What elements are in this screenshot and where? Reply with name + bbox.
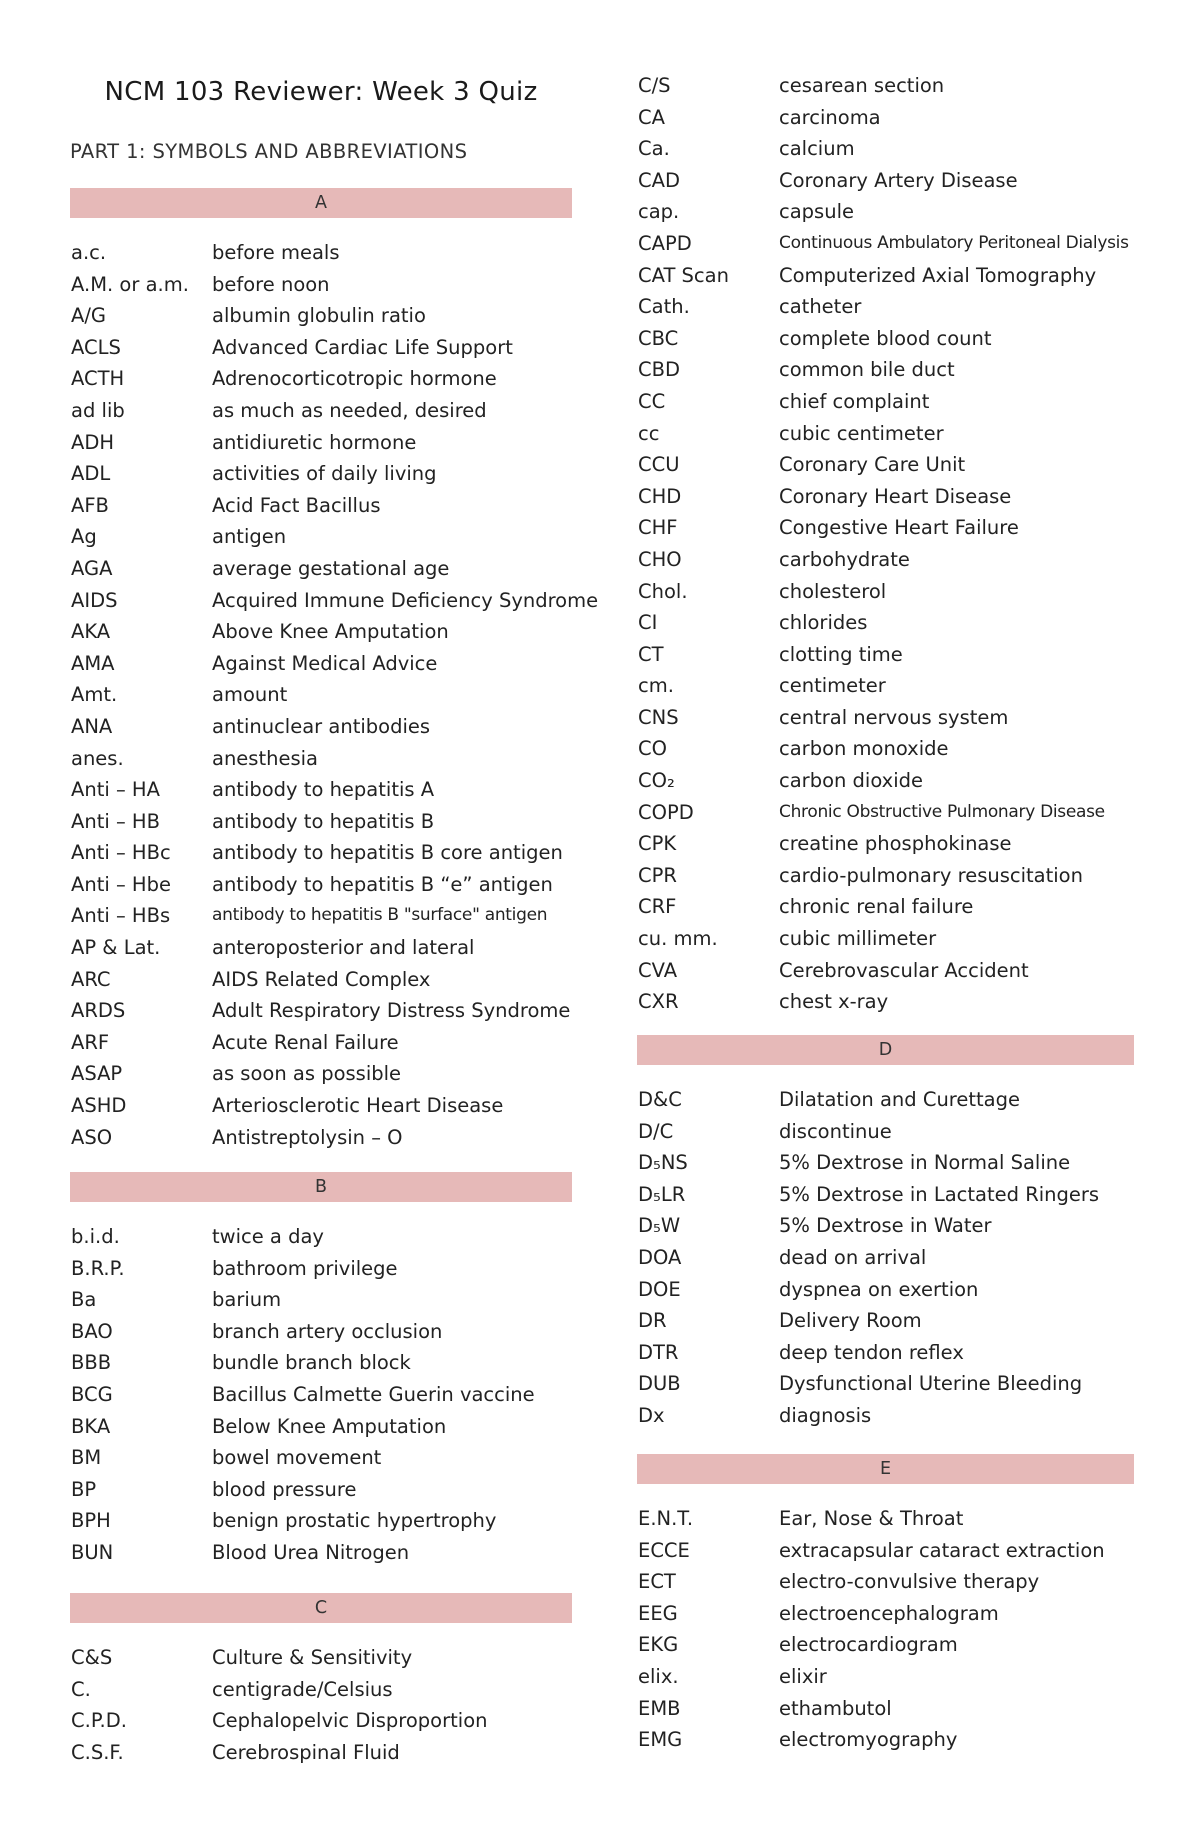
- abbreviation-term: ADH: [71, 430, 115, 454]
- abbreviation-meaning: 5% Dextrose in Lactated Ringers: [779, 1182, 1100, 1206]
- abbreviation-term: CC: [638, 389, 666, 413]
- abbreviation-row: [637, 481, 1134, 513]
- abbreviation-row: [70, 806, 572, 838]
- abbreviation-term: ASAP: [71, 1062, 123, 1086]
- abbreviation-term: CPK: [638, 832, 677, 856]
- abbreviation-term: cm.: [638, 674, 674, 698]
- abbreviation-row: [637, 639, 1134, 671]
- abbreviation-meaning: Cerebrovascular Accident: [779, 958, 1029, 982]
- abbreviation-term: CHF: [638, 516, 678, 540]
- abbreviation-meaning: capsule: [779, 200, 854, 224]
- abbreviation-meaning: Chronic Obstructive Pulmonary Disease: [779, 801, 1105, 822]
- abbreviation-term: DR: [638, 1309, 667, 1333]
- abbreviation-row: [637, 702, 1134, 734]
- abbreviation-term: CHD: [638, 484, 682, 508]
- abbreviation-meaning: electroencephalogram: [779, 1601, 999, 1625]
- abbreviation-row: [637, 1116, 1134, 1148]
- abbreviation-row: [637, 1147, 1134, 1179]
- abbreviation-row: [637, 828, 1134, 860]
- abbreviation-row: [70, 1674, 572, 1706]
- abbreviation-term: CPR: [638, 863, 677, 887]
- abbreviation-meaning: central nervous system: [779, 705, 1009, 729]
- abbreviation-meaning: chief complaint: [779, 389, 930, 413]
- abbreviation-row: [637, 1535, 1134, 1567]
- abbreviation-row: [637, 1242, 1134, 1274]
- abbreviation-row: [637, 1274, 1134, 1306]
- abbreviation-row: [637, 733, 1134, 765]
- abbreviation-meaning: creatine phosphokinase: [779, 832, 1012, 856]
- abbreviation-term: anes.: [71, 746, 124, 770]
- abbreviation-meaning: Above Knee Amputation: [212, 620, 449, 644]
- abbreviation-term: A/G: [71, 304, 107, 328]
- abbreviation-row: [70, 774, 572, 806]
- abbreviation-row: [70, 1058, 572, 1090]
- abbreviation-row: [70, 521, 572, 553]
- abbreviation-term: ARF: [71, 1030, 110, 1054]
- abbreviation-term: ACLS: [71, 335, 121, 359]
- abbreviation-term: B.R.P.: [71, 1256, 125, 1280]
- abbreviation-meaning: Ear, Nose & Throat: [779, 1507, 964, 1530]
- entries-a: [70, 237, 599, 1153]
- abbreviation-row: [637, 70, 1134, 102]
- abbreviation-meaning: centigrade/Celsius: [212, 1677, 393, 1701]
- abbreviation-term: CO: [638, 737, 667, 761]
- section-c: [70, 1593, 572, 1768]
- abbreviation-row: [637, 765, 1134, 797]
- abbreviation-row: [70, 1027, 572, 1059]
- abbreviation-term: C.S.F.: [71, 1740, 124, 1764]
- abbreviation-row: [637, 354, 1134, 386]
- abbreviation-row: [637, 1598, 1134, 1630]
- abbreviation-term: ARDS: [71, 999, 126, 1023]
- abbreviation-term: AKA: [71, 620, 111, 644]
- abbreviation-term: ad lib: [71, 398, 125, 422]
- abbreviation-row: [70, 648, 572, 680]
- abbreviation-row: [70, 300, 572, 332]
- abbreviation-meaning: anteroposterior and lateral: [212, 936, 475, 960]
- section-header-b: B: [70, 1172, 572, 1202]
- abbreviation-meaning: chronic renal failure: [779, 895, 974, 919]
- abbreviation-meaning: antinuclear antibodies: [212, 714, 431, 738]
- abbreviation-row: [637, 607, 1134, 639]
- abbreviation-term: CNS: [638, 705, 679, 729]
- abbreviation-meaning: chlorides: [779, 611, 868, 635]
- abbreviation-term: cc: [638, 421, 660, 445]
- abbreviation-meaning: Against Medical Advice: [212, 651, 438, 675]
- abbreviation-row: [70, 1411, 572, 1443]
- abbreviation-meaning: as soon as possible: [212, 1062, 402, 1086]
- abbreviation-row: [637, 1368, 1134, 1400]
- section-a: [70, 188, 599, 1153]
- abbreviation-term: BKA: [71, 1414, 111, 1438]
- abbreviation-meaning: Dysfunctional Uterine Bleeding: [779, 1372, 1083, 1396]
- abbreviation-meaning: Culture & Sensitivity: [212, 1646, 413, 1669]
- abbreviation-row: [637, 196, 1134, 228]
- abbreviation-meaning: albumin globulin ratio: [212, 304, 426, 328]
- abbreviation-term: C/S: [638, 74, 671, 97]
- abbreviation-row: [70, 711, 572, 743]
- entries-d: [637, 1084, 1134, 1432]
- abbreviation-meaning: Adult Respiratory Distress Syndrome: [212, 999, 571, 1023]
- abbreviation-meaning: Coronary Care Unit: [779, 453, 966, 477]
- abbreviation-row: [70, 363, 572, 395]
- abbreviation-meaning: electrocardiogram: [779, 1633, 958, 1657]
- section-e: [637, 1454, 1134, 1756]
- abbreviation-row: [637, 860, 1134, 892]
- abbreviation-term: CI: [638, 611, 658, 635]
- abbreviation-meaning: cholesterol: [779, 579, 887, 603]
- abbreviation-meaning: before meals: [212, 241, 340, 264]
- abbreviation-term: ECT: [638, 1570, 676, 1594]
- abbreviation-meaning: electromyography: [779, 1728, 958, 1752]
- abbreviation-term: ASHD: [71, 1094, 127, 1118]
- abbreviation-meaning: cesarean section: [779, 74, 945, 97]
- abbreviation-meaning: chest x-ray: [779, 990, 889, 1014]
- abbreviation-term: C.: [71, 1677, 91, 1701]
- abbreviation-term: CA: [638, 105, 665, 129]
- abbreviation-meaning: elixir: [779, 1664, 827, 1688]
- abbreviation-row: [637, 1305, 1134, 1337]
- abbreviation-row: [70, 1090, 572, 1122]
- abbreviation-row: [70, 1737, 572, 1769]
- abbreviation-term: Anti – HB: [71, 809, 160, 833]
- abbreviation-row: [637, 797, 1134, 829]
- abbreviation-term: CBC: [638, 326, 679, 350]
- abbreviation-term: DOA: [638, 1245, 682, 1269]
- abbreviation-meaning: anesthesia: [212, 746, 318, 770]
- abbreviation-meaning: branch artery occlusion: [212, 1319, 443, 1343]
- abbreviation-row: [637, 986, 1134, 1018]
- abbreviation-row: [70, 743, 572, 775]
- abbreviation-meaning: amount: [212, 683, 288, 707]
- abbreviation-meaning: antibody to hepatitis B: [212, 809, 435, 833]
- abbreviation-term: A.M. or a.m.: [71, 272, 189, 296]
- abbreviation-term: b.i.d.: [71, 1225, 120, 1248]
- abbreviation-meaning: carbohydrate: [779, 547, 910, 571]
- abbreviation-meaning: calcium: [779, 137, 855, 161]
- abbreviation-meaning: Coronary Heart Disease: [779, 484, 1012, 508]
- abbreviation-meaning: common bile duct: [779, 358, 955, 382]
- abbreviation-row: [70, 932, 572, 964]
- part-title: PART 1: SYMBOLS AND ABBREVIATIONS: [70, 140, 468, 163]
- abbreviation-term: EKG: [638, 1633, 679, 1657]
- abbreviation-row: [70, 1505, 572, 1537]
- abbreviation-row: [637, 418, 1134, 450]
- abbreviation-row: [70, 679, 572, 711]
- abbreviation-term: BM: [71, 1446, 102, 1470]
- abbreviation-row: [637, 512, 1134, 544]
- section-header-c: C: [70, 1593, 572, 1623]
- abbreviation-term: CT: [638, 642, 664, 666]
- abbreviation-meaning: ethambutol: [779, 1696, 892, 1720]
- abbreviation-term: DUB: [638, 1372, 681, 1396]
- abbreviation-meaning: electro-convulsive therapy: [779, 1570, 1040, 1594]
- abbreviation-row: [637, 923, 1134, 955]
- abbreviation-meaning: Cerebrospinal Fluid: [212, 1740, 400, 1764]
- abbreviation-meaning: antibody to hepatitis B core antigen: [212, 841, 563, 865]
- abbreviation-meaning: antidiuretic hormone: [212, 430, 417, 454]
- abbreviation-row: [637, 1693, 1134, 1725]
- abbreviation-row: [637, 1566, 1134, 1598]
- section-d: [637, 1035, 1134, 1432]
- abbreviation-meaning: Adrenocorticotropic hormone: [212, 367, 497, 391]
- abbreviation-term: Dx: [638, 1403, 665, 1427]
- abbreviation-meaning: antibody to hepatitis B "surface" antigen: [212, 905, 548, 926]
- abbreviation-meaning: Delivery Room: [779, 1309, 922, 1333]
- abbreviation-row: [70, 585, 599, 617]
- abbreviation-meaning: AIDS Related Complex: [212, 967, 431, 991]
- abbreviation-row: [70, 1221, 572, 1253]
- abbreviation-term: CVA: [638, 958, 678, 982]
- abbreviation-meaning: diagnosis: [779, 1403, 872, 1427]
- abbreviation-row: [637, 1503, 1134, 1535]
- abbreviation-meaning: bathroom privilege: [212, 1256, 398, 1280]
- abbreviation-meaning: dead on arrival: [779, 1245, 927, 1269]
- abbreviation-term: AFB: [71, 493, 109, 517]
- abbreviation-meaning: Acid Fact Bacillus: [212, 493, 381, 517]
- abbreviation-row: [637, 544, 1134, 576]
- abbreviation-row: [70, 1537, 572, 1569]
- abbreviation-row: [70, 269, 572, 301]
- abbreviation-term: Ag: [71, 525, 97, 549]
- abbreviation-meaning: antigen: [212, 525, 287, 549]
- abbreviation-term: ECCE: [638, 1538, 690, 1562]
- abbreviation-meaning: 5% Dextrose in Water: [779, 1214, 992, 1238]
- abbreviation-term: ACTH: [71, 367, 125, 391]
- abbreviation-row: [637, 670, 1134, 702]
- abbreviation-row: [70, 1705, 572, 1737]
- abbreviation-meaning: centimeter: [779, 674, 886, 698]
- abbreviation-row: [637, 449, 1134, 481]
- abbreviation-term: D/C: [638, 1119, 674, 1143]
- abbreviation-row: [70, 553, 572, 585]
- abbreviation-meaning: cardio-pulmonary resuscitation: [779, 863, 1083, 887]
- abbreviation-term: BP: [71, 1477, 97, 1501]
- abbreviation-term: elix.: [638, 1664, 679, 1688]
- abbreviation-row: [637, 228, 1134, 260]
- abbreviation-term: EMB: [638, 1696, 681, 1720]
- abbreviation-meaning: benign prostatic hypertrophy: [212, 1509, 497, 1533]
- abbreviation-meaning: Bacillus Calmette Guerin vaccine: [212, 1382, 535, 1406]
- abbreviation-term: CAPD: [638, 231, 692, 255]
- abbreviation-row: [637, 1210, 1134, 1242]
- abbreviation-row: [70, 1474, 572, 1506]
- abbreviation-term: Ca.: [638, 137, 670, 161]
- abbreviation-term: cu. mm.: [638, 927, 718, 951]
- entries-e: [637, 1503, 1134, 1756]
- abbreviation-term: Anti – HBs: [71, 904, 171, 928]
- abbreviation-meaning: as much as needed, desired: [212, 398, 487, 422]
- entries-c-continued: [637, 70, 1134, 1018]
- section-c-continued: [637, 70, 1134, 1018]
- abbreviation-meaning: carcinoma: [779, 105, 881, 129]
- abbreviation-term: Cath.: [638, 295, 690, 319]
- abbreviation-term: CHO: [638, 547, 682, 571]
- abbreviation-term: CBD: [638, 358, 681, 382]
- abbreviation-meaning: clotting time: [779, 642, 903, 666]
- section-b: [70, 1172, 572, 1569]
- abbreviation-row: [70, 332, 572, 364]
- abbreviation-term: CCU: [638, 453, 680, 477]
- abbreviation-row: [637, 165, 1134, 197]
- abbreviation-meaning: Acute Renal Failure: [212, 1030, 399, 1054]
- document-title: NCM 103 Reviewer: Week 3 Quiz: [104, 77, 538, 107]
- abbreviation-term: AGA: [71, 556, 113, 580]
- abbreviation-row: [70, 1442, 572, 1474]
- abbreviation-term: C.P.D.: [71, 1709, 127, 1733]
- abbreviation-term: Ba: [71, 1288, 97, 1312]
- abbreviation-term: CAD: [638, 168, 680, 192]
- abbreviation-row: [70, 837, 572, 869]
- abbreviation-term: ANA: [71, 714, 113, 738]
- abbreviation-row: [70, 1347, 572, 1379]
- abbreviation-row: [70, 964, 572, 996]
- abbreviation-term: BCG: [71, 1382, 113, 1406]
- section-header-a: A: [70, 188, 572, 218]
- abbreviation-term: COPD: [638, 800, 694, 824]
- abbreviation-meaning: average gestational age: [212, 556, 450, 580]
- abbreviation-meaning: deep tendon reflex: [779, 1340, 964, 1364]
- abbreviation-meaning: Continuous Ambulatory Peritoneal Dialysis: [779, 232, 1129, 253]
- abbreviation-row: [637, 1337, 1134, 1369]
- abbreviation-row: [637, 323, 1134, 355]
- abbreviation-meaning: blood pressure: [212, 1477, 357, 1501]
- abbreviation-meaning: antibody to hepatitis B “e” antigen: [212, 872, 553, 896]
- abbreviation-row: [70, 490, 572, 522]
- abbreviation-term: Anti – HBc: [71, 841, 171, 865]
- abbreviation-meaning: carbon monoxide: [779, 737, 949, 761]
- abbreviation-meaning: carbon dioxide: [779, 769, 924, 793]
- abbreviation-meaning: Below Knee Amputation: [212, 1414, 447, 1438]
- abbreviation-row: [637, 133, 1134, 165]
- abbreviation-row: [70, 995, 572, 1027]
- abbreviation-meaning: Dilatation and Curettage: [779, 1088, 1021, 1111]
- abbreviation-term: ASO: [71, 1125, 113, 1149]
- abbreviation-meaning: bowel movement: [212, 1446, 382, 1470]
- abbreviation-meaning: twice a day: [212, 1225, 324, 1248]
- abbreviation-row: [70, 1253, 572, 1285]
- abbreviation-meaning: cubic millimeter: [779, 927, 937, 951]
- abbreviation-row: [637, 260, 1134, 292]
- abbreviation-term: DTR: [638, 1340, 679, 1364]
- abbreviation-row: [70, 458, 572, 490]
- abbreviation-meaning: antibody to hepatitis A: [212, 778, 435, 802]
- abbreviation-meaning: catheter: [779, 295, 862, 319]
- abbreviation-row: [70, 1642, 572, 1674]
- abbreviation-meaning: Blood Urea Nitrogen: [212, 1540, 410, 1564]
- abbreviation-row: [70, 1122, 572, 1154]
- abbreviation-term: AIDS: [71, 588, 118, 612]
- abbreviation-row: [637, 1661, 1134, 1693]
- abbreviation-row: [70, 616, 572, 648]
- abbreviation-row: [637, 1724, 1134, 1756]
- abbreviation-term: EEG: [638, 1601, 678, 1625]
- abbreviation-term: Amt.: [71, 683, 118, 707]
- abbreviation-row: [637, 291, 1134, 323]
- abbreviation-meaning: discontinue: [779, 1119, 892, 1143]
- abbreviation-term: Anti – HA: [71, 778, 160, 802]
- section-header-e: E: [637, 1454, 1134, 1484]
- entries-c: [70, 1642, 572, 1768]
- abbreviation-term: D₅NS: [638, 1151, 688, 1175]
- abbreviation-row: [637, 955, 1134, 987]
- abbreviation-term: ADL: [71, 462, 111, 486]
- abbreviation-term: EMG: [638, 1728, 683, 1752]
- abbreviation-term: Chol.: [638, 579, 688, 603]
- abbreviation-meaning: Arteriosclerotic Heart Disease: [212, 1094, 504, 1118]
- abbreviation-term: CXR: [638, 990, 679, 1014]
- abbreviation-meaning: dyspnea on exertion: [779, 1277, 979, 1301]
- abbreviation-term: D₅LR: [638, 1182, 686, 1206]
- abbreviation-meaning: before noon: [212, 272, 330, 296]
- abbreviation-term: CO₂: [638, 769, 675, 793]
- abbreviation-term: ARC: [71, 967, 111, 991]
- abbreviation-row: [637, 1629, 1134, 1661]
- abbreviation-term: a.c.: [71, 241, 107, 264]
- abbreviation-meaning: activities of daily living: [212, 462, 437, 486]
- abbreviation-term: AP & Lat.: [71, 936, 161, 960]
- abbreviation-term: BBB: [71, 1351, 112, 1375]
- abbreviation-row: [637, 1400, 1134, 1432]
- abbreviation-row: [70, 1316, 572, 1348]
- abbreviation-term: E.N.T.: [638, 1507, 694, 1530]
- abbreviation-term: DOE: [638, 1277, 681, 1301]
- abbreviation-term: AMA: [71, 651, 115, 675]
- abbreviation-meaning: bundle branch block: [212, 1351, 411, 1375]
- abbreviation-row: [70, 900, 572, 932]
- abbreviation-meaning: Acquired Immune Deficiency Syndrome: [212, 588, 599, 612]
- abbreviation-meaning: Coronary Artery Disease: [779, 168, 1018, 192]
- abbreviation-term: CAT Scan: [638, 263, 729, 287]
- abbreviation-meaning: extracapsular cataract extraction: [779, 1538, 1105, 1562]
- section-header-d: D: [637, 1035, 1134, 1065]
- abbreviation-row: [637, 576, 1134, 608]
- entries-b: [70, 1221, 572, 1569]
- abbreviation-row: [637, 1084, 1134, 1116]
- abbreviation-meaning: barium: [212, 1288, 282, 1312]
- abbreviation-row: [637, 1179, 1134, 1211]
- abbreviation-term: C&S: [71, 1646, 113, 1669]
- abbreviation-row: [637, 891, 1134, 923]
- abbreviation-term: D&C: [638, 1088, 682, 1111]
- abbreviation-meaning: Antistreptolysin – O: [212, 1125, 403, 1149]
- abbreviation-row: [637, 386, 1134, 418]
- abbreviation-row: [637, 102, 1134, 134]
- abbreviation-meaning: Congestive Heart Failure: [779, 516, 1019, 540]
- abbreviation-row: [70, 1284, 572, 1316]
- abbreviation-meaning: Cephalopelvic Disproportion: [212, 1709, 488, 1733]
- abbreviation-row: [70, 395, 572, 427]
- abbreviation-term: BPH: [71, 1509, 111, 1533]
- abbreviation-row: [70, 237, 572, 269]
- abbreviation-term: BUN: [71, 1540, 114, 1564]
- abbreviation-term: Anti – Hbe: [71, 872, 171, 896]
- abbreviation-term: cap.: [638, 200, 680, 224]
- abbreviation-meaning: complete blood count: [779, 326, 992, 350]
- abbreviation-row: [70, 869, 572, 901]
- abbreviation-meaning: Advanced Cardiac Life Support: [212, 335, 513, 359]
- abbreviation-meaning: cubic centimeter: [779, 421, 944, 445]
- abbreviation-meaning: 5% Dextrose in Normal Saline: [779, 1151, 1071, 1175]
- abbreviation-term: D₅W: [638, 1214, 681, 1238]
- abbreviation-row: [70, 1379, 572, 1411]
- abbreviation-term: BAO: [71, 1319, 113, 1343]
- abbreviation-term: CRF: [638, 895, 677, 919]
- abbreviation-row: [70, 427, 572, 459]
- abbreviation-meaning: Computerized Axial Tomography: [779, 263, 1097, 287]
